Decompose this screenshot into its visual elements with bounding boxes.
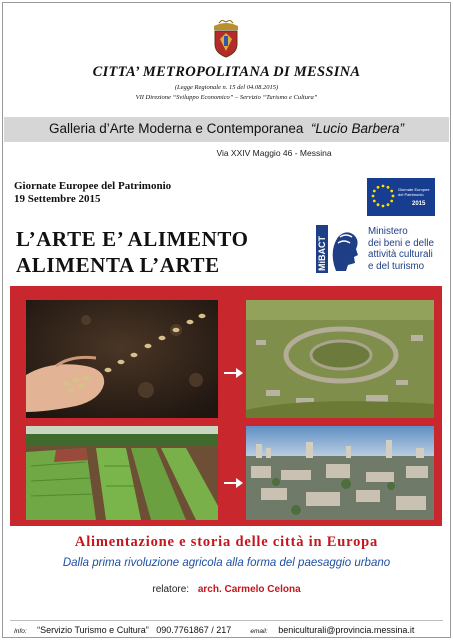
gallery-address	[0, 148, 453, 158]
gallery-name-italic: “Lucio Barbera”	[310, 121, 404, 136]
mibact-logo-text: MiBACT	[317, 236, 327, 271]
eu-logo-year: 2015	[412, 201, 426, 207]
info-text: “Servizio Turismo e Cultura”	[37, 625, 149, 635]
footer-divider	[10, 620, 443, 621]
footer	[14, 625, 414, 635]
gallery-name-prefix: Galleria d’Arte Moderna e Contemporanea	[49, 121, 304, 136]
headline-line-2: ALIMENTA L’ARTE	[16, 253, 220, 277]
event-date: 19 Settembre 2015	[14, 193, 101, 205]
mibact-logo	[316, 225, 362, 273]
headline-line-1: L’ARTE E’ ALIMENTO	[16, 227, 249, 251]
arrow-right-icon	[222, 366, 244, 380]
ancient-ruins-photo	[246, 300, 434, 418]
org-title: CITTA’ METROPOLITANA DI MESSINA	[92, 64, 361, 80]
speaker-name: arch. Carmelo Celona	[197, 584, 301, 595]
modern-city-photo	[246, 426, 434, 520]
phone: 090.7761867 / 217	[156, 625, 232, 635]
event-name: Giornate Europee del Patrimonio	[14, 180, 172, 192]
eu-logo-text: Giornate Europee del Patrimonio	[398, 187, 430, 197]
conference-title: Alimentazione e storia delle città in Europa	[74, 534, 379, 550]
coat-of-arms-icon	[210, 20, 242, 58]
conference-subtitle: Dalla prima rivoluzione agricola alla forma del paesaggio urbano	[62, 557, 391, 569]
eu-heritage-days-logo	[367, 178, 435, 216]
speaker-label: relatore:	[152, 584, 190, 595]
law-reference: (Legge Regionale n. 15 del 04.08.2015)	[174, 84, 279, 91]
arrow-right-icon	[222, 476, 244, 490]
gallery-address-text: Via XXIV Maggio 46 - Messina	[216, 148, 332, 158]
email-label: email:	[250, 628, 268, 635]
eu-stars-icon	[371, 184, 395, 208]
directorate: VII Direzione “Sviluppo Economico” – Servizio “Turismo e Cultura”	[135, 94, 318, 101]
speaker	[0, 584, 453, 595]
seeds-in-hand-photo	[26, 300, 218, 418]
email-address[interactable]: beniculturali@provincia.messina.it	[278, 625, 415, 635]
info-label: Info:	[14, 628, 27, 635]
vegetable-field-photo	[26, 426, 218, 520]
ministry-name: Ministero dei beni e delle attività culturali e del turismo	[368, 226, 434, 272]
gallery-name	[0, 121, 453, 136]
